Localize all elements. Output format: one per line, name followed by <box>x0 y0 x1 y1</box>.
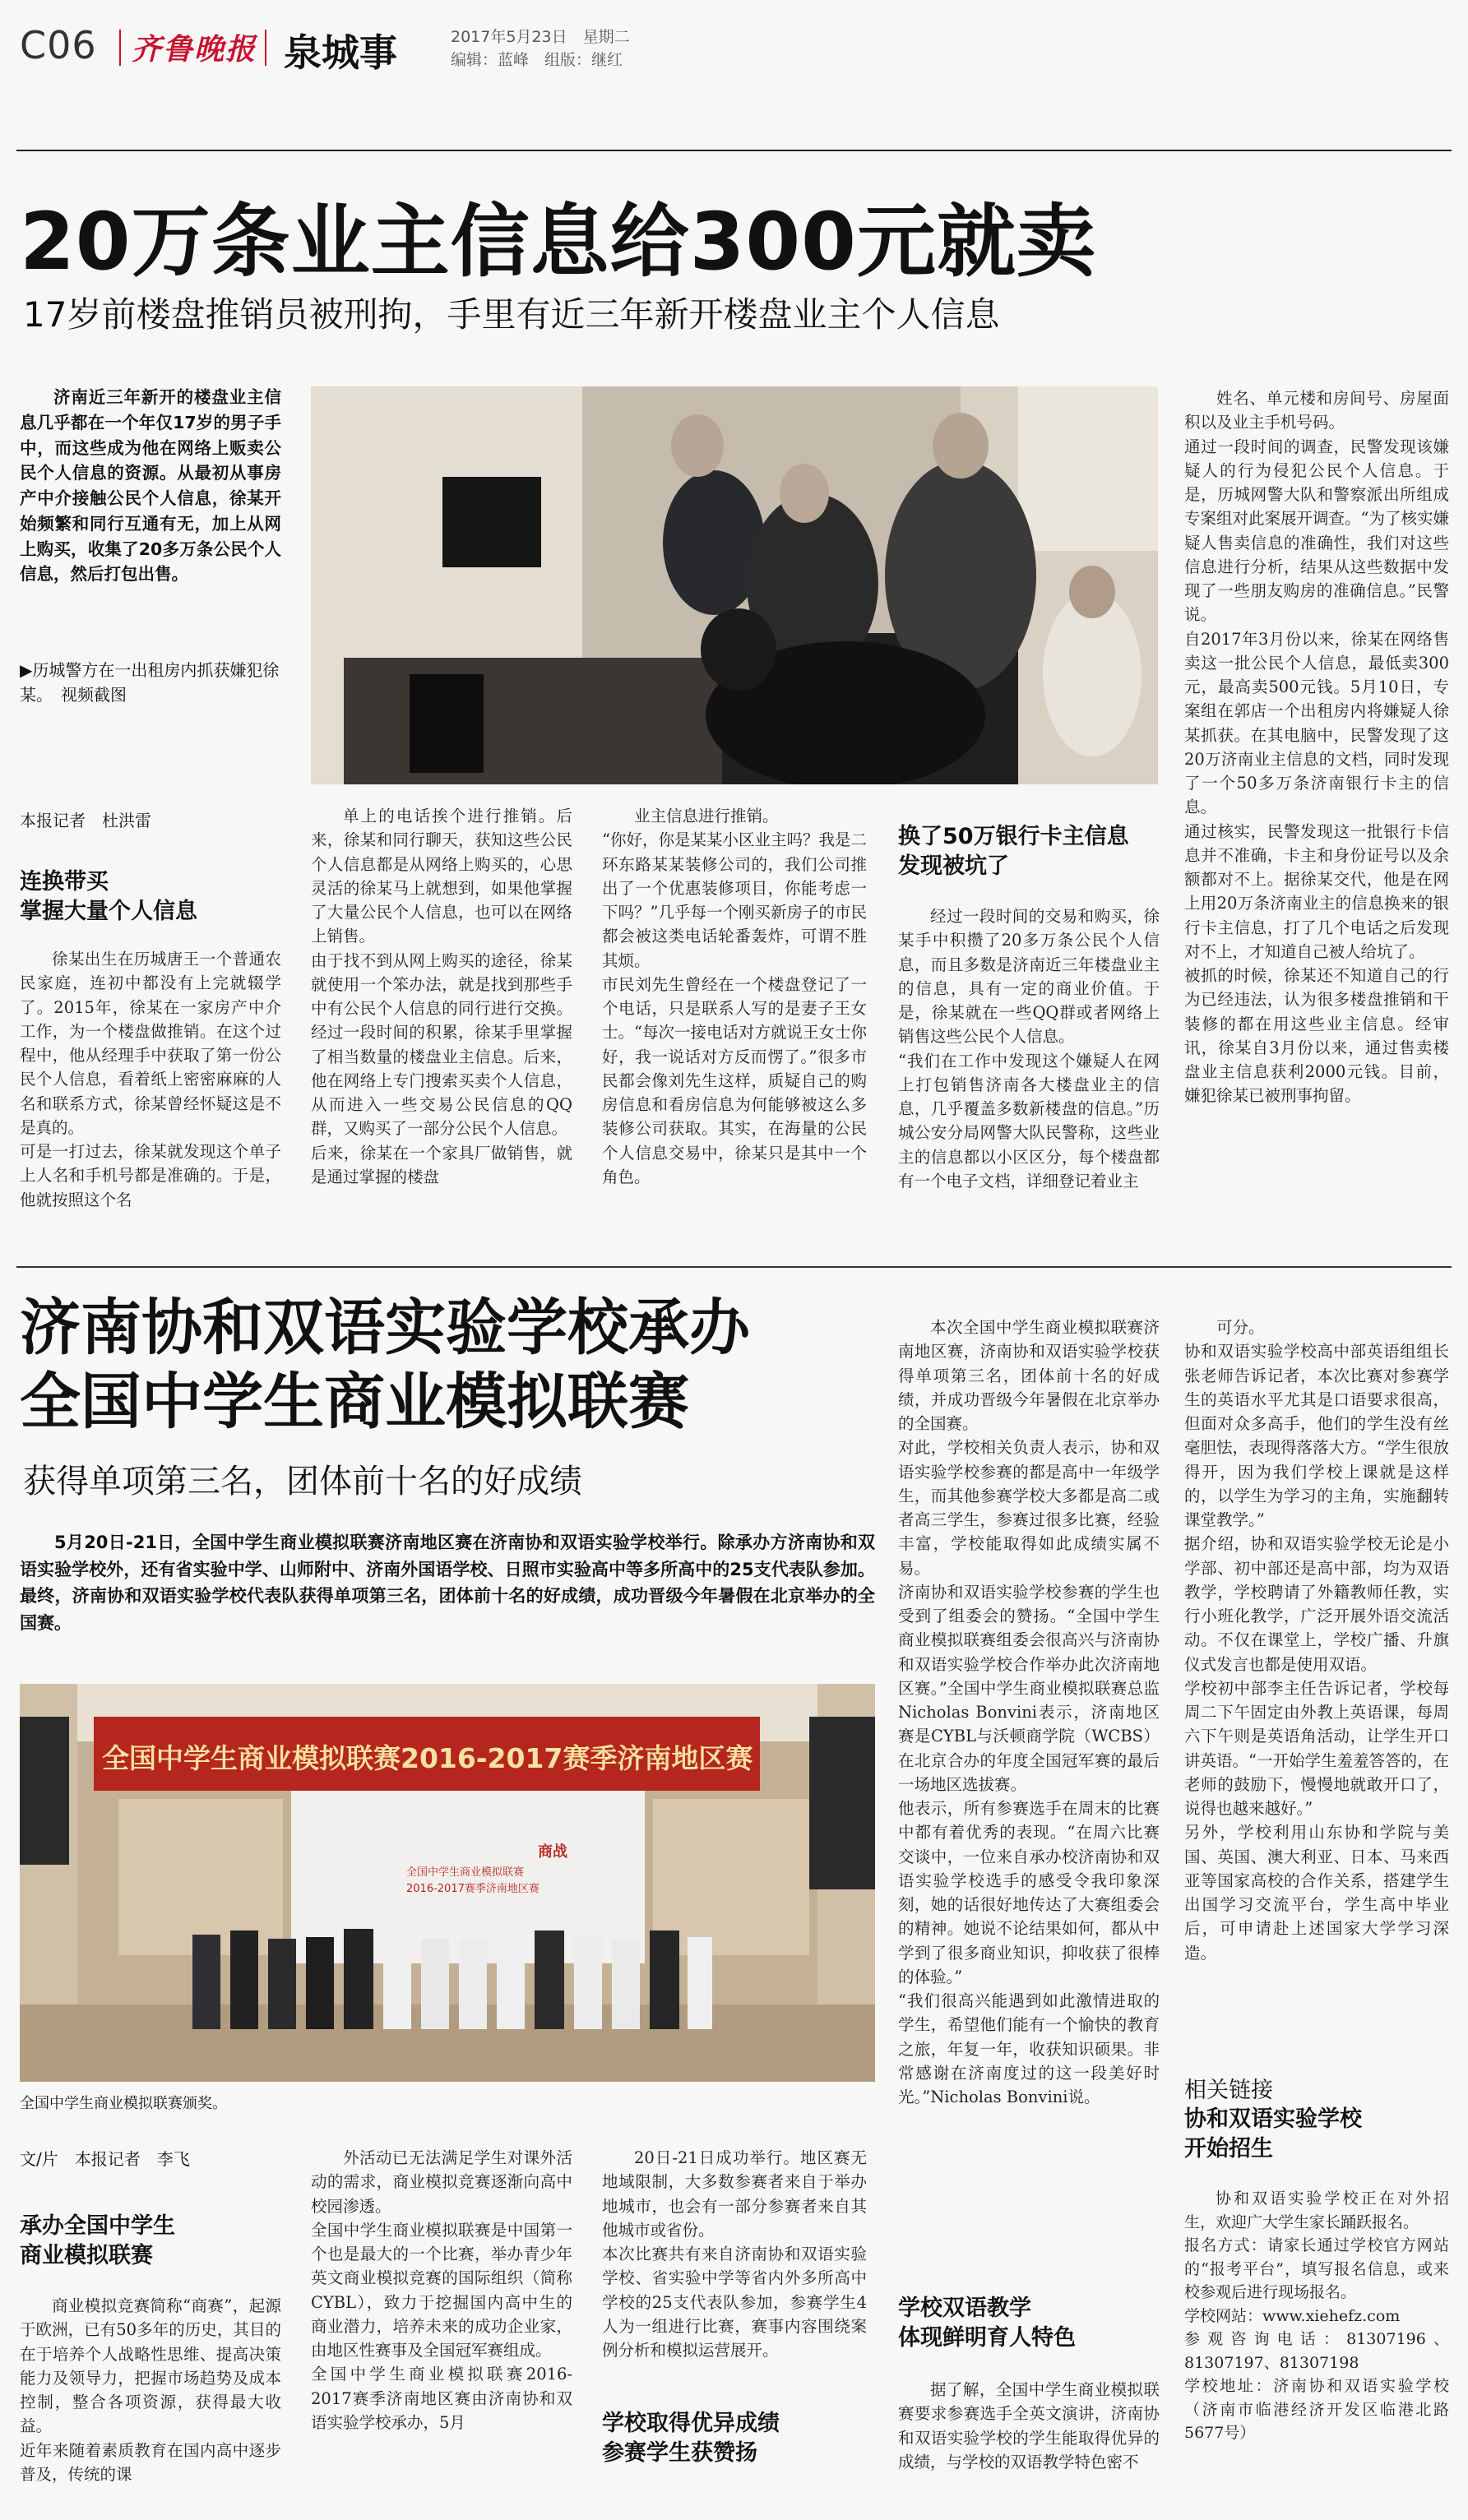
editor-info <box>451 48 623 70</box>
story2-col4b: 据了解，全国中学生商业模拟联赛要求参赛选手全英文演讲，济南协和双语实验学校的学生能取得优异的成绩，与学校的双语教学特色密不 <box>898 2380 1160 2471</box>
date: 2017年5月23日 <box>451 28 567 46</box>
story2-photo-caption: 全国中学生商业模拟联赛颁奖。 <box>20 2095 227 2112</box>
story1-photo <box>311 386 1158 784</box>
story1-lead: 济南近三年新开的楼盘业主信息几乎都在一个年仅17岁的男子手中，而这些成为他在网络上贩卖公民个人信息的资源。从最初从事房产中介接触公民个人信息，徐某开始频繁和同行互通有无，加上从网上购买，收集了20多万条公民个人信息，然后打包出售。 <box>20 387 281 585</box>
editor: 编辑：蓝峰 <box>451 51 530 69</box>
story1-headline: 20万条业主信息给300元就卖 <box>20 196 1096 288</box>
page-number: C06 <box>20 23 97 67</box>
story2-col5: 可分。 协和双语实验学校高中部英语组组长张老师告诉记者，本次比赛对参赛学生的英语水平尤其是口语要求很高，但面对众多高手，他们的学生没有丝毫胆怯，表现得落落大方。“学生很放得开，因为我们学校上课就是这样的，以学生为学习的主角，实施翻转课堂教学。” 据介绍，协和双语实验学校无论是小学部、初中部还是高中部，均为双语教学，学校聘请了外籍教师任教，实行小班化教学，广泛开展外语交流活动。不仅在课堂上，学校广播、升旗仪式发言也都是使用双语。 学校初中部李主任告诉记者，学校每周二下午固定由外教上英语课，每周六下午则是英语角活动，让学生开口讲英语。“一开始学生羞羞答答的，在老师的鼓励下，慢慢地就敢开口了，说得也越来越好。” 另外，学校利用山东协和学院与美国、英国、澳大利亚、日本、马来西亚等国家高校的合作关系，搭建学生出国学习交流平台，学生高中毕业后，可申请赴上述国家大学学习深造。 <box>1184 1318 1449 1963</box>
story1-sub2: 换了50万银行卡主信息 发现被坑了 <box>898 824 1129 880</box>
ceremony-banner: 全国中学生商业模拟联赛2016-2017赛季济南地区赛 <box>102 1742 753 1774</box>
masthead-divider <box>119 30 121 66</box>
related-link-title: 相关链接 <box>1184 2078 1273 2103</box>
story2-headline: 济南协和双语实验学校承办 全国中学生商业模拟联赛 <box>20 1292 750 1438</box>
layout-editor: 组版：继红 <box>544 51 623 69</box>
story1-subhead: 17岁前楼盘推销员被刑拘，手里有近三年新开楼盘业主个人信息 <box>23 294 1000 335</box>
masthead-divider <box>265 30 266 66</box>
story1-col1: 徐某出生在历城唐王一个普通农民家庭，连初中都没有上完就辍学了。2015年，徐某在一家房产中介工作，为一个楼盘做推销。在这个过程中，他从经理手中获取了第一份公民个人信息，看着纸上密密麻麻的人名和联系方式，徐某曾经怀疑这是不是真的。 可是一打过去，徐某就发现这个单子上人名和手机号都是准确的。于是，他就按照这个名 <box>20 950 281 1209</box>
story-divider <box>16 1266 1452 1268</box>
story1-byline: 本报记者 杜洪雷 <box>20 811 151 830</box>
related-link-head: 协和双语实验学校 开始招生 <box>1184 2106 1362 2162</box>
story1-col4: 经过一段时间的交易和购买，徐某手中积攒了20多万条公民个人信息，而且多数是济南近三年楼盘业主的信息，具有一定的商业价值。于是，徐某就在一些QQ群或者网络上销售这些公民个人信息。 “我们在工作中发现这个嫌疑人在网上打包销售济南各大楼盘业主的信息，几乎覆盖多数新楼盘的信息。”历城公安分局网警大队民警称，这些业主的信息都以小区区分，每个楼盘都有一个电子文档，详细登记着业主 <box>898 907 1160 1191</box>
paper-logo: 齐鲁晚报 <box>132 32 257 67</box>
section-title: 泉城事 <box>284 30 397 75</box>
related-link-body: 协和双语实验学校正在对外招生，欢迎广大学生家长踊跃报名。 报名方式：请家长通过学校官方网站的“报考平台”，填写报名信息，或来校参观后进行现场报名。 学校网站：www.xiehefz.com 参观咨询电话：81307196、81307197、81307198 学校地址：济南协和双语实验学校（济南市临港经济开发区临港北路5677号） <box>1184 2189 1449 2442</box>
story2-sub2: 学校取得优异成绩 参赛学生获赞扬 <box>602 2411 780 2467</box>
weekday: 星期二 <box>582 28 630 46</box>
arrest-scene-illustration <box>311 386 1158 784</box>
story2-photo <box>20 1684 875 2082</box>
story1-photo-caption: ▶历城警方在一出租房内抓获嫌犯徐某。 视频截图 <box>20 660 280 705</box>
story2-byline: 文/片 本报记者 李飞 <box>20 2149 190 2169</box>
story2-sub1: 承办全国中学生 商业模拟联赛 <box>20 2213 175 2269</box>
story2-col1: 商业模拟竞赛简称“商赛”，起源于欧洲，已有50多年的历史，其目的在于培养个人战略性思维、提高决策能力及领导力，把握市场趋势及成本控制，整合各项资源，获得最大收益。 近年来随着素质教育在国内高中逐步普及，传统的课 <box>20 2296 281 2484</box>
story2-col3: 20日-21日成功举行。地区赛无地域限制，大多数参赛者来自于举办地城市，也会有一部分参赛者来自其他城市或省份。 本次比赛共有来自济南协和双语实验学校、省实验中学等省内外多所高中学校的25支代表队参加，参赛学生4人为一组进行比赛，赛事内容围绕案例分析和模拟运营展开。 <box>602 2148 867 2360</box>
story2-col2: 外活动已无法满足学生对课外活动的需求，商业模拟竞赛逐渐向高中校园渗透。 全国中学生商业模拟联赛是中国第一个也是最大的一个比赛，举办青少年英文商业模拟竞赛的国际组织（简称CYBL），致力于挖掘国内高中生的商业潜力，培养未来的成功企业家，由地区性赛事及全国冠军赛组成。 全国中学生商业模拟联赛2016-2017赛季济南地区赛由济南协和双语实验学校承办，5月 <box>311 2148 572 2432</box>
masthead-rule <box>16 150 1452 151</box>
screen-text: 全国中学生商业模拟联赛 2016-2017赛季济南地区赛 <box>406 1866 540 1895</box>
story1-sub1: 连换带买 掌握大量个人信息 <box>20 869 197 925</box>
issue-date <box>451 25 630 47</box>
screen-logo: 商战 <box>538 1843 567 1861</box>
story2-lead: 5月20日-21日，全国中学生商业模拟联赛济南地区赛在济南协和双语实验学校举行。除承办方济南协和双语实验学校外，还有省实验中学、山师附中、济南外国语学校、日照市实验高中等多所高中的25支代表队参加。最终，济南协和双语实验学校代表队获得单项第三名，团体前十名的好成绩，成功晋级今年暑假在北京举办的全国赛。 <box>20 1533 875 1633</box>
story2-col4: 本次全国中学生商业模拟联赛济南地区赛，济南协和双语实验学校获得单项第三名，团体前十名的好成绩，并成功晋级今年暑假在北京举办的全国赛。 对此，学校相关负责人表示，协和双语实验学校参赛的都是高中一年级学生，而其他参赛学校大多都是高二或者高三学生，参赛过很多比赛，经验丰富，学校能取得如此成绩实属不易。 济南协和双语实验学校参赛的学生也受到了组委会的赞扬。“全国中学生商业模拟联赛组委会很高兴与济南协和双语实验学校合作举办此次济南地区赛。”全国中学生商业模拟联赛总监Nicholas Bonvini表示，济南地区赛是CYBL与沃顿商学院（WCBS）在北京合办的年度全国冠军赛的最后一场地区选拔赛。 他表示，所有参赛选手在周末的比赛中都有着优秀的表现。“在周六比赛交谈中，一位来自承办校济南协和双语实验学校选手的感受令我印象深刻，她的话很好地传达了大赛组委会的精神。她说不论结果如何，都从中学到了很多商业知识，抑收获了很棒的体验。” “我们很高兴能遇到如此激情进取的学生，希望他们能有一个愉快的教育之旅，年复一年，收获知识硕果。非常感谢在济南度过的这一段美好时光。”Nicholas Bonvini说。 <box>898 1318 1160 2106</box>
story1-col3: 业主信息进行推销。 “你好，你是某某小区业主吗？我是二环东路某某装修公司的，我们公司推出了一个优惠装修项目，你能考虑一下吗？”几乎每一个刚买新房子的市民都会被这类电话轮番轰炸，可谓不胜其烦。 市民刘先生曾经在一个楼盘登记了一个电话，只是联系人写的是妻子王女士。“每次一接电话对方就说王女士你好，我一说话对方反而愣了。”很多市民都会像刘先生这样，质疑自己的购房信息和看房信息为何能够被这么多装修公司获取。其实，在海量的公民个人信息交易中，徐某只是其中一个角色。 <box>602 807 867 1186</box>
story2-subhead: 获得单项第三名，团体前十名的好成绩 <box>23 1463 582 1500</box>
story2-sub3: 学校双语教学 体现鲜明育人特色 <box>898 2296 1076 2351</box>
story1-col2: 单上的电话挨个进行推销。后来，徐某和同行聊天，获知这些公民个人信息都是从网络上购买的，心思灵活的徐某马上就想到，如果他掌握了大量公民个人信息，也可以在网络上销售。 由于找不到从网上购买的途径，徐某就使用一个笨办法，就是找到那些手中有公民个人信息的同行进行交换。经过一段时间的积累，徐某手里掌握了相当数量的楼盘业主信息。后来，他在网络上专门搜索买卖个人信息，从而进入一些交易公民信息的QQ群，又购买了一部分公民个人信息。 后来，徐某在一个家具厂做销售，就是通过掌握的楼盘 <box>311 807 572 1186</box>
story1-col5: 姓名、单元楼和房间号、房屋面积以及业主手机号码。 通过一段时间的调查，民警发现该嫌疑人的行为侵犯公民个人信息。于是，历城网警大队和警察派出所组成专案组对此案展开调查。“为了核实嫌疑人售卖信息的准确性，我们对这些信息进行分析，结果从这些数据中发现了一些朋友购房的准确信息。”民警说。 自2017年3月份以来，徐某在网络售卖这一批公民个人信息，最低卖300元，最高卖500元钱。5月10日，专案组在郭店一个出租房内将嫌疑人徐某抓获。在其电脑中，民警发现了这20万济南业主信息的文档，同时发现了一个50多万条济南银行卡主的信息。 通过核实，民警发现这一批银行卡信息并不准确，卡主和身份证号以及余额都对不上。据徐某交代，他是在网上用20万条济南业主的信息换来的银行卡主信息，打了几个电话之后发现对不上，才知道自己被人给坑了。 被抓的时候，徐某还不知道自己的行为已经违法，认为很多楼盘推销和干装修的都在用这些业主信息。经审讯，徐某自3月份以来，通过售卖楼盘业主信息获利2000元钱。目前，嫌犯徐某已被刑事拘留。 <box>1184 389 1449 1106</box>
